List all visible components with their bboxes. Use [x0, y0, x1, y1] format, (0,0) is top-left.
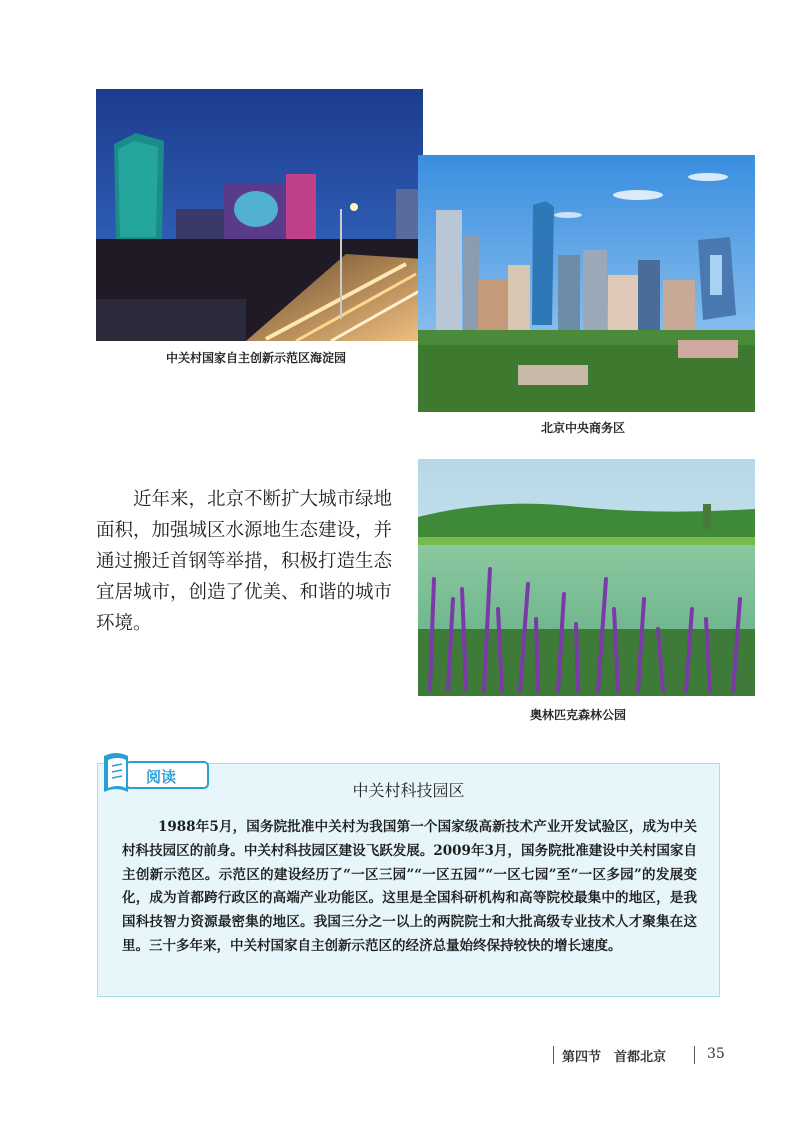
- body-text: 近年来，北京不断扩大城市绿地面积，加强城区水源地生态建设，并通过搬迁首钢等举措，积极打造生态宜居城市，创造了优美、和谐的城市环境。: [96, 489, 393, 634]
- photo-zhongguancun-night: [96, 89, 423, 341]
- photo-beijing-cbd: [418, 155, 755, 412]
- reading-badge-label: 阅读: [146, 768, 177, 786]
- photo-olympic-forest-park: [418, 459, 755, 696]
- photo-caption: 中关村国家自主创新示范区海淀园: [166, 351, 347, 365]
- reading-body: [122, 816, 697, 959]
- footer-divider: [694, 1046, 695, 1064]
- photo-caption: 奥林匹克森林公园: [530, 708, 627, 722]
- reading-badge: [94, 748, 214, 800]
- footer-section-title: 第四节 首都北京: [562, 1050, 667, 1065]
- body-paragraph: [96, 484, 396, 639]
- reading-paragraph: 1988年5月，国务院批准中关村为我国第一个国家级高新技术产业开发试验区，成为中关村科技园区的前身。中关村科技园区建设飞跃发展。2009年3月，国务院批准建设中关村国家自主创新示范区。示范区的建设经历了“一区三园”“一区五园”“一区七园”至“一区多园”的发展变化，成为首都跨行政区的高端产业功能区。这里是全国科研机构和高等院校最集中的地区，是我国科技智力资源最密集的地区。我国三分之一以上的两院院士和大批高级专业技术人才聚集在这里。三十多年来，中关村国家自主创新示范区的经济总量始终保持较快的增长速度。: [122, 819, 697, 954]
- page-number: 35: [707, 1046, 725, 1062]
- photo-caption: 北京中央商务区: [541, 421, 626, 435]
- reading-title: 中关村科技园区: [352, 781, 465, 800]
- footer-divider: [553, 1046, 554, 1064]
